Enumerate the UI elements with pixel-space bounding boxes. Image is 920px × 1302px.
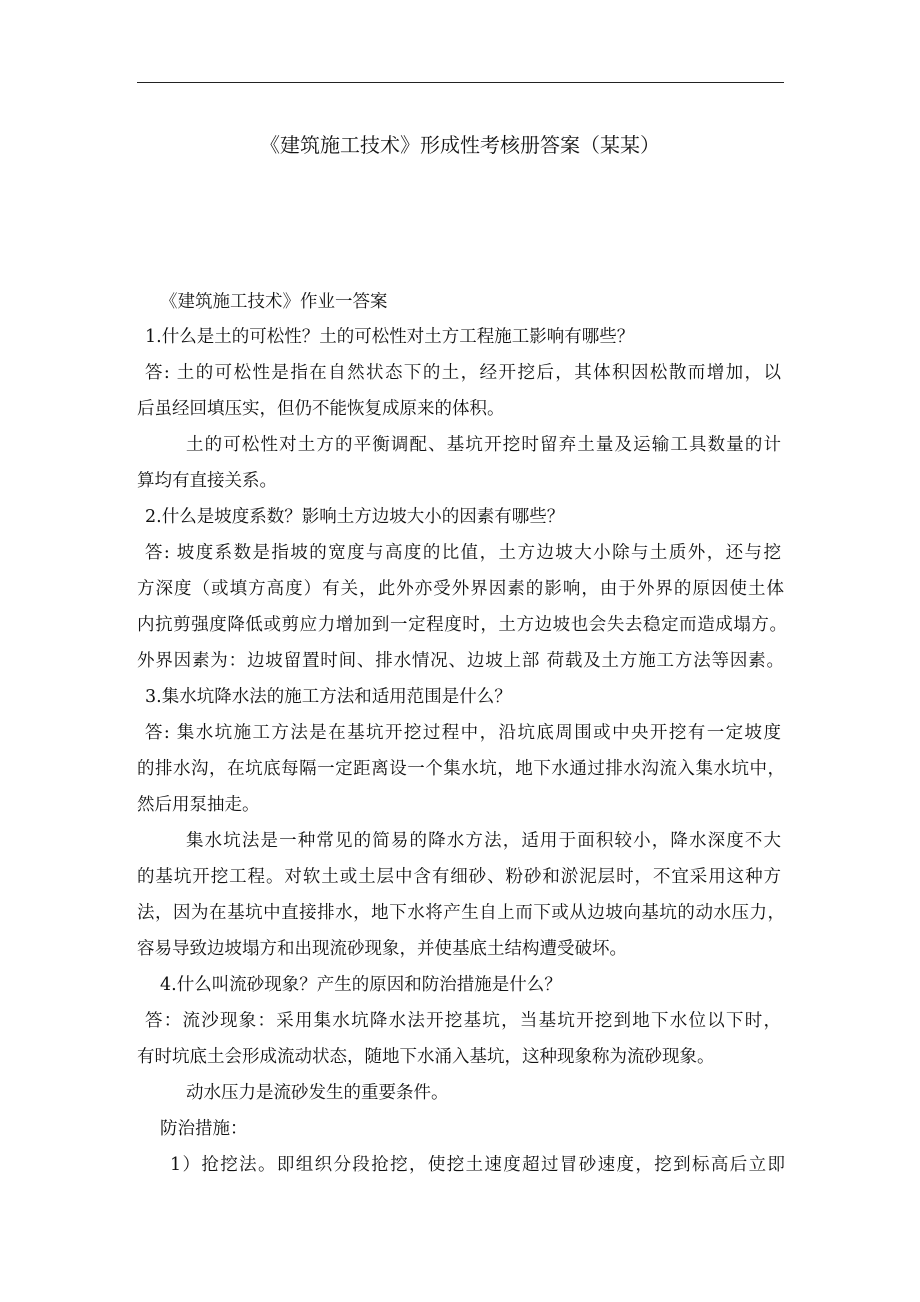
answer-line: 动水压力是流砂发生的重要条件。 bbox=[186, 1083, 449, 1103]
measures-heading: 防治措施： bbox=[160, 1119, 248, 1139]
answer-line: 1）抢挖法。即组织分段抢挖，使挖土速度超过冒砂速度，挖到标高后立即 bbox=[170, 1155, 785, 1175]
question-4: 4.什么叫流砂现象？产生的原因和防治措施是什么？ bbox=[160, 975, 562, 995]
answer-line: 有时坑底土会形成流动状态，随地下水涌入基坑，这种现象称为流砂现象。 bbox=[137, 1047, 715, 1067]
answer-line: 答: 土的可松性是指在自然状态下的土，经开挖后，其体积因松散而增加，以 bbox=[145, 363, 781, 383]
answer-line: 答：流沙现象：采用集水坑降水法开挖基坑，当基坑开挖到地下水位以下时， bbox=[145, 1011, 781, 1031]
answer-line: 容易导致边坡塌方和出现流砂现象，并使基底土结构遭受破坏。 bbox=[137, 939, 627, 959]
answer-line: 的排水沟，在坑底每隔一定距离设一个集水坑，地下水通过排水沟流入集水坑中， bbox=[137, 759, 785, 779]
document-title: 《建筑施工技术》形成性考核册答案（某某） bbox=[260, 133, 660, 157]
answer-line: 外界因素为：边坡留置时间、排水情况、边坡上部 荷载及土方施工方法等因素。 bbox=[137, 651, 784, 671]
answer-line: 方深度（或填方高度）有关，此外亦受外界因素的影响，由于外界的原因使土体 bbox=[137, 579, 784, 599]
answer-line: 算均有直接关系。 bbox=[137, 471, 277, 491]
answer-line: 法，因为在基坑中直接排水，地下水将产生自上而下或从边坡向基坑的动水压力， bbox=[137, 903, 785, 923]
answer-line: 集水坑法是一种常见的简易的降水方法，适用于面积较小，降水深度不大 bbox=[186, 831, 781, 851]
question-3: 3.集水坑降水法的施工方法和适用范围是什么？ bbox=[145, 687, 512, 707]
answer-line: 后虽经回填压实，但仍不能恢复成原来的体积。 bbox=[137, 399, 505, 419]
header-rule bbox=[137, 82, 784, 83]
answer-line: 答: 坡度系数是指坡的宽度与高度的比值，土方边坡大小除与土质外，还与挖 bbox=[145, 543, 781, 563]
section-heading: 《建筑施工技术》作业一答案 bbox=[160, 292, 388, 312]
answer-line: 答: 集水坑施工方法是在基坑开挖过程中，沿坑底周围或中央开挖有一定坡度 bbox=[145, 723, 781, 743]
answer-line: 的基坑开挖工程。对软土或土层中含有细砂、粉砂和淤泥层时，不宜采用这种方 bbox=[137, 867, 781, 887]
answer-line: 然后用泵抽走。 bbox=[137, 795, 260, 815]
question-2: 2.什么是坡度系数？影响土方边坡大小的因素有哪些？ bbox=[145, 507, 565, 527]
question-1: 1.什么是土的可松性？土的可松性对土方工程施工影响有哪些？ bbox=[145, 327, 635, 347]
answer-line: 内抗剪强度降低或剪应力增加到一定程度时，土方边坡也会失去稳定而造成塌方。 bbox=[137, 615, 787, 635]
answer-line: 土的可松性对土方的平衡调配、基坑开挖时留弃土量及运输工具数量的计 bbox=[186, 435, 781, 455]
